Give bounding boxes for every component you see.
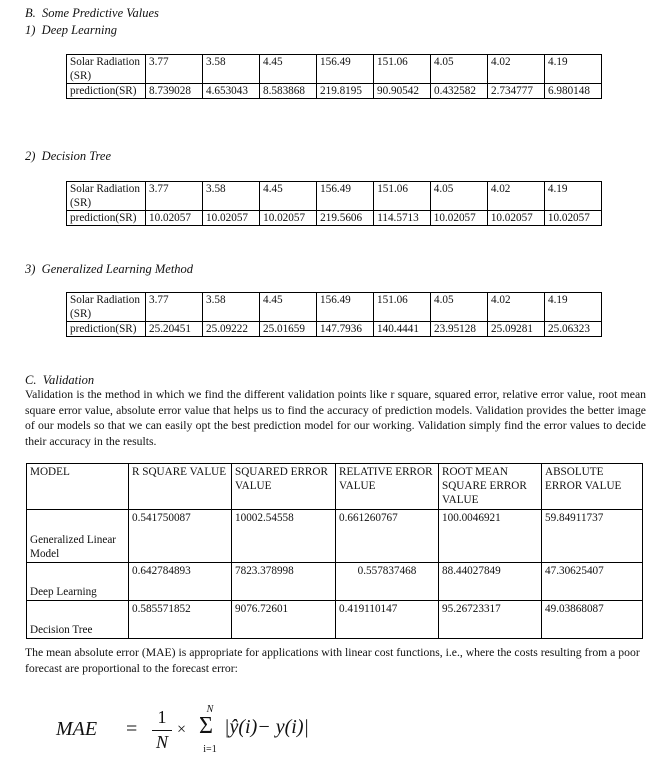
table-row: [27, 563, 643, 601]
prediction-cell: 10.02057: [146, 211, 203, 226]
sr-cell: 4.05: [431, 293, 488, 322]
prediction-cell: 25.09281: [488, 322, 545, 337]
glm-heading: [25, 262, 193, 277]
value-cell: 59.84911737: [542, 510, 643, 563]
section-b-label: B.: [25, 6, 36, 20]
value-cell: 0.585571852: [129, 601, 232, 639]
prediction-cell: 6.980148: [545, 84, 602, 99]
mae-paragraph: The mean absolute error (MAE) is appropriate for applications with linear cost functions, i.e., where the costs resulting from a poor forecast are proportional to the forecast error:: [25, 646, 640, 675]
header-relative-error: RELATIVE ERROR VALUE: [336, 464, 439, 510]
prediction-row: [67, 84, 602, 99]
header-model: MODEL: [27, 464, 129, 510]
fraction-denominator: N: [155, 732, 168, 752]
prediction-label: prediction(SR): [67, 211, 146, 226]
sr-cell: 4.19: [545, 293, 602, 322]
prediction-row: [67, 211, 602, 226]
sr-cell: 4.19: [545, 55, 602, 84]
sr-cell: 151.06: [374, 182, 431, 211]
prediction-cell: 25.01659: [260, 322, 317, 337]
mae-lhs: MAE: [56, 718, 98, 740]
sr-cell: 4.02: [488, 293, 545, 322]
model-cell: [27, 563, 129, 601]
value-cell: 100.0046921: [439, 510, 542, 563]
prediction-cell: 2.734777: [488, 84, 545, 99]
section-b-title: Some Predictive Values: [42, 6, 159, 20]
sr-label: Solar Radiation (SR): [67, 182, 146, 211]
sr-cell: 151.06: [374, 293, 431, 322]
sr-cell: 156.49: [317, 55, 374, 84]
prediction-cell: 114.5713: [374, 211, 431, 226]
section-c-label: C.: [25, 373, 37, 387]
prediction-cell: 10.02057: [203, 211, 260, 226]
prediction-cell: 10.02057: [430, 211, 487, 226]
prediction-cell: 25.06323: [545, 322, 602, 337]
header-r-square: R SQUARE VALUE: [129, 464, 232, 510]
value-cell: 0.419110147: [336, 601, 439, 639]
fraction-numerator: 1: [157, 707, 167, 727]
prediction-cell: 8.583868: [260, 84, 317, 99]
sr-cell: 156.49: [317, 293, 374, 322]
model-name: Deep Learning: [30, 586, 97, 598]
sr-row: [67, 55, 602, 84]
sr-row: [67, 182, 602, 211]
sr-row: [67, 293, 602, 322]
times-sign: ×: [177, 721, 187, 738]
value-cell: 0.661260767: [336, 510, 439, 563]
model-name: Decision Tree: [30, 624, 93, 636]
prediction-cell: 90.90542: [374, 84, 431, 99]
sr-cell: 4.02: [487, 182, 544, 211]
model-cell: [27, 601, 129, 639]
value-cell: 0.642784893: [129, 563, 232, 601]
prediction-cell: 25.20451: [146, 322, 203, 337]
prediction-cell: 10.02057: [260, 211, 317, 226]
section-c-heading: [25, 373, 94, 388]
value-cell: 88.44027849: [439, 563, 542, 601]
prediction-cell: 4.653043: [203, 84, 260, 99]
header-rmse: ROOT MEAN SQUARE ERROR VALUE: [439, 464, 542, 510]
prediction-row: [67, 322, 602, 337]
sr-cell: 4.19: [544, 182, 601, 211]
prediction-cell: 147.7936: [317, 322, 374, 337]
absolute-difference: |ŷ(i)− y(i)|: [224, 716, 309, 738]
sr-cell: 3.58: [203, 293, 260, 322]
sr-cell: 3.58: [203, 55, 260, 84]
prediction-cell: 140.4441: [374, 322, 431, 337]
validation-paragraph: Validation is the method in which we find the different validation points like r square, squared error, relative error value, root mean square error value, absolute error value that helps us to find the accuracy of prediction models. Validation provides the better image of our models so that we can easily opt the best prediction model for our working. Validation simply find the error values to decide their accuracy in the results.: [25, 388, 646, 448]
header-squared-error: SQUARED ERROR VALUE: [232, 464, 336, 510]
sum-sign: Σ: [199, 713, 213, 739]
fraction-bar: [152, 730, 172, 731]
prediction-cell: 0.432582: [431, 84, 488, 99]
deep-learning-num: 1): [25, 23, 36, 37]
decision-tree-title: Decision Tree: [41, 149, 111, 163]
sr-cell: 3.77: [146, 182, 203, 211]
sum-lower-limit: i=1: [203, 744, 217, 755]
decision-tree-num: 2): [25, 149, 36, 163]
decision-tree-heading: [25, 149, 111, 164]
sr-cell: 4.45: [260, 182, 317, 211]
sr-cell: 3.58: [203, 182, 260, 211]
sr-cell: 4.05: [430, 182, 487, 211]
sr-label: Solar Radiation (SR): [67, 293, 146, 322]
sr-cell: 4.05: [431, 55, 488, 84]
header-absolute-error: ABSOLUTE ERROR VALUE: [542, 464, 643, 510]
prediction-label: prediction(SR): [67, 322, 146, 337]
deep-learning-table: [66, 54, 602, 99]
deep-learning-heading: [25, 23, 117, 38]
section-c-title: Validation: [42, 373, 95, 387]
glm-title: Generalized Learning Method: [41, 262, 194, 276]
decision-tree-table: [66, 181, 602, 226]
sr-label: Solar Radiation (SR): [67, 55, 146, 84]
table-row: [27, 510, 643, 563]
deep-learning-title: Deep Learning: [41, 23, 118, 37]
sr-cell: 4.45: [260, 55, 317, 84]
prediction-cell: 23.95128: [431, 322, 488, 337]
prediction-cell: 10.02057: [487, 211, 544, 226]
value-cell: 9076.72601: [232, 601, 336, 639]
sr-cell: 4.45: [260, 293, 317, 322]
value-cell: 47.30625407: [542, 563, 643, 601]
sum-upper-limit: N: [206, 704, 214, 715]
prediction-label: prediction(SR): [67, 84, 146, 99]
glm-table: [66, 292, 602, 337]
sr-cell: 3.77: [146, 293, 203, 322]
value-cell: 7823.378998: [232, 563, 336, 601]
prediction-cell: 8.739028: [146, 84, 203, 99]
value-cell: 10002.54558: [232, 510, 336, 563]
prediction-cell: 25.09222: [203, 322, 260, 337]
prediction-cell: 10.02057: [544, 211, 601, 226]
model-name: Generalized Linear Model: [30, 534, 117, 560]
prediction-cell: 219.8195: [317, 84, 374, 99]
glm-num: 3): [25, 262, 36, 276]
value-cell: 95.26723317: [439, 601, 542, 639]
sr-cell: 156.49: [317, 182, 374, 211]
sr-cell: 3.77: [146, 55, 203, 84]
table-row: [27, 601, 643, 639]
value-cell: 49.03868087: [542, 601, 643, 639]
prediction-cell: 219.5606: [317, 211, 374, 226]
model-cell: [27, 510, 129, 563]
validation-header-row: [27, 464, 643, 510]
sr-cell: 151.06: [374, 55, 431, 84]
mae-equals: =: [126, 718, 138, 740]
value-cell: 0.557837468: [336, 563, 439, 601]
validation-table: [26, 463, 643, 639]
value-cell: 0.541750087: [129, 510, 232, 563]
sr-cell: 4.02: [488, 55, 545, 84]
section-b-heading: [25, 6, 159, 21]
